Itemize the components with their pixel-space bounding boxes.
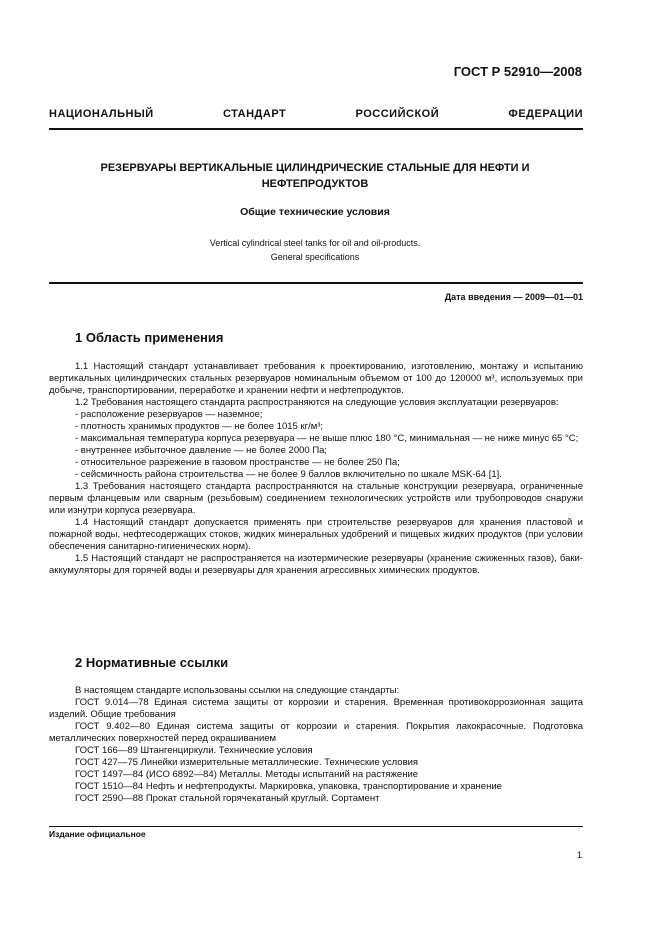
paragraph-1-4: 1.4 Настоящий стандарт допускается применять при строительстве резервуаров для хранения пластовой и пожарной воды, нефтесодержащих стоков, жидких минеральных удобрений и пищевых жидких продуктов (при условии обеспечения санитарно-гигиенических норм). bbox=[49, 517, 583, 552]
top-divider bbox=[49, 128, 583, 130]
standard-banner: НАЦИОНАЛЬНЫЙ СТАНДАРТ РОССИЙСКОЙ ФЕДЕРАЦИИ bbox=[49, 108, 583, 120]
list-item: - расположение резервуаров — наземное; bbox=[75, 409, 263, 420]
document-subtitle: Общие технические условия bbox=[240, 206, 390, 218]
reference-item: ГОСТ 427—75 Линейки измерительные металлические. Технические условия bbox=[75, 757, 419, 768]
footer-divider bbox=[49, 826, 583, 827]
list-item: - максимальная температура корпуса резервуара — не выше плюс 180 °С, минимальная — не ниже минус 65 °С; bbox=[75, 433, 579, 444]
section-1-heading: 1 Область применения bbox=[75, 330, 224, 345]
paragraph-1-1: 1.1 Настоящий стандарт устанавливает требования к проектированию, изготовлению, монтажу и испытанию вертикальных цилиндрических стальных резервуаров номинальным объемом от 100 до 120000 м³, используемых при добыче, транспортировании, переработке и хранении нефти и нефтепродуктов. bbox=[49, 361, 583, 396]
section-2-heading: 2 Нормативные ссылки bbox=[75, 655, 229, 670]
section-1-body bbox=[49, 361, 583, 577]
title-line-1: РЕЗЕРВУАРЫ ВЕРТИКАЛЬНЫЕ ЦИЛИНДРИЧЕСКИЕ СТАЛЬНЫЕ ДЛЯ НЕФТИ И bbox=[100, 162, 530, 174]
page-number: 1 bbox=[576, 850, 582, 860]
reference-item: ГОСТ 166—89 Штангенциркули. Технические условия bbox=[75, 745, 313, 756]
english-title bbox=[60, 236, 570, 264]
reference-item: ГОСТ 2590—88 Прокат стальной горячекатаный круглый. Сортамент bbox=[75, 793, 380, 804]
paragraph-1-2: 1.2 Требования настоящего стандарта распространяются на следующие условия эксплуатации резервуаров: bbox=[75, 397, 559, 408]
section-2-body bbox=[49, 685, 583, 805]
list-item: - относительное разрежение в газовом пространстве — не более 250 Па; bbox=[75, 457, 400, 468]
effective-date: Дата введения — 2009—01—01 bbox=[444, 292, 583, 302]
english-title-line-2: General specifications bbox=[270, 252, 360, 262]
reference-item: ГОСТ 9.014—78 Единая система защиты от коррозии и старения. Временная противокоррозионная защита изделий. Общие требования bbox=[49, 697, 583, 720]
english-title-line-1: Vertical cylindrical steel tanks for oil and oil-products. bbox=[209, 238, 421, 248]
references-intro: В настоящем стандарте использованы ссылки на следующие стандарты: bbox=[75, 685, 400, 696]
document-title bbox=[60, 160, 570, 192]
reference-item: ГОСТ 1510—84 Нефть и нефтепродукты. Маркировка, упаковка, транспортирование и хранение bbox=[75, 781, 502, 792]
paragraph-1-3: 1.3 Требования настоящего стандарта распространяются на стальные конструкции резервуара, ограниченные первым фланцевым или сварным (резьбовым) соединением технологических устройств или трубопроводов снаружи или изнутри корпуса резервуара. bbox=[49, 481, 583, 516]
edition-label: Издание официальное bbox=[49, 829, 146, 839]
list-item: - плотность хранимых продуктов — не более 1015 кг/м³; bbox=[75, 421, 324, 432]
reference-item: ГОСТ 9.402—80 Единая система защиты от коррозии и старения. Покрытия лакокрасочные. Подготовка металлических поверхностей перед окрашиванием bbox=[49, 721, 583, 744]
reference-item: ГОСТ 1497—84 (ИСО 6892—84) Металлы. Методы испытаний на растяжение bbox=[75, 769, 419, 780]
title-line-2: НЕФТЕПРОДУКТОВ bbox=[261, 178, 369, 190]
list-item: - внутреннее избыточное давление — не более 2000 Па; bbox=[75, 445, 328, 456]
paragraph-1-5: 1.5 Настоящий стандарт не распространяется на изотермические резервуары (хранение сжиженных газов), баки-аккумуляторы для горячей воды и резервуары для хранения агрессивных химических продуктов. bbox=[49, 553, 583, 576]
document-number: ГОСТ Р 52910—2008 bbox=[453, 64, 582, 79]
list-item: - сейсмичность района строительства — не более 9 баллов включительно по шкале MSK-64 [1]. bbox=[75, 469, 502, 480]
middle-divider bbox=[49, 282, 583, 284]
